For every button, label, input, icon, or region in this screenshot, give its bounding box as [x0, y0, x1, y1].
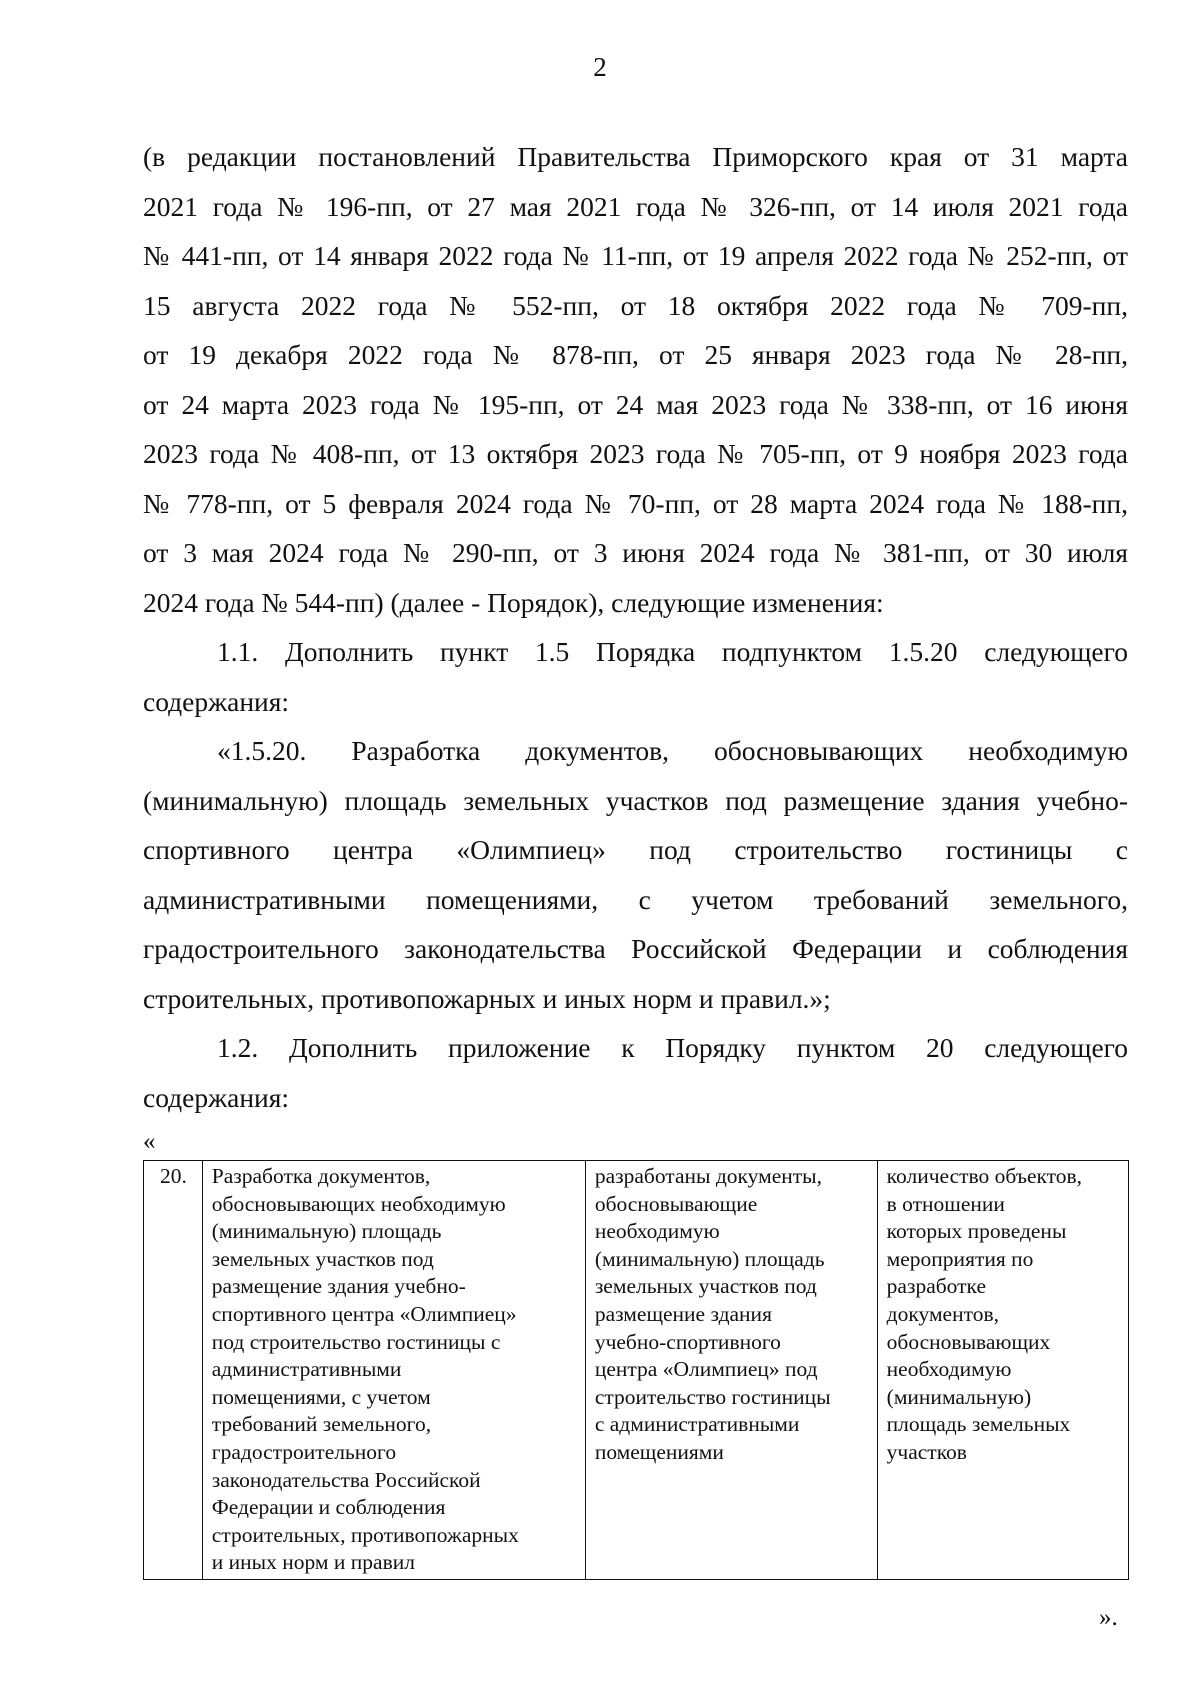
paragraph-3-line: (минимальную) площадь земельных участков под размещение здания учебно- [143, 784, 1128, 816]
closing-quote-mark: ». [1099, 1604, 1118, 1631]
paragraph-3-line: «1.5.20. Разработка документов, обосновывающих необходимую [217, 735, 1128, 766]
paragraph-3-line: строительных, противопожарных и иных норм и правил.»; [143, 982, 831, 1014]
paragraph-1-line: 2021 года № 196-пп, от 27 мая 2021 года № 326-пп, от 14 июля 2021 года [143, 190, 1128, 222]
table-cell-indicator [877, 1161, 1128, 1580]
paragraph-4-line: 1.2. Дополнить приложение к Порядку пунктом 20 следующего [217, 1032, 1128, 1063]
appendix-table [143, 1160, 1129, 1580]
paragraph-2-line: содержания: [143, 685, 290, 717]
paragraph-3-line: административными помещениями, с учетом требований земельного, [143, 883, 1128, 915]
paragraph-2-line: 1.1. Дополнить пункт 1.5 Порядка подпунктом 1.5.20 следующего [217, 636, 1128, 667]
paragraph-1-line: 2023 года № 408-пп, от 13 октября 2023 года № 705-пп, от 9 ноября 2023 года [143, 438, 1128, 469]
paragraph-1-line: 2024 года № 544-пп) (далее - Порядок), следующие изменения: [143, 586, 884, 618]
paragraph-1-line: от 3 мая 2024 года № 290-пп, от 3 июня 2024 года № 381-пп, от 30 июля [143, 537, 1128, 568]
page-number: 2 [593, 52, 607, 82]
table-cell-result [585, 1161, 877, 1580]
indicator-text: количество объектов, в отношении которых проведены мероприятия по разработке документов, обосновывающих необходимую (минимальную) площадь земельных участков [886, 1164, 1083, 1464]
paragraph-4-line: содержания: [143, 1081, 290, 1113]
paragraph-1-line: (в редакции постановлений Правительства Приморского края от 31 марта [143, 141, 1128, 172]
table-cell-activity [202, 1161, 585, 1580]
paragraph-3-line: спортивного центра «Олимпиец» под строительство гостиницы с [143, 834, 1128, 865]
paragraph-1-line: № 441-пп, от 14 января 2022 года № 11-пп, от 19 апреля 2022 года № 252-пп, от [143, 240, 1128, 271]
paragraph-1-line: от 19 декабря 2022 года № 878-пп, от 25 января 2023 года № 28-пп, [143, 339, 1128, 370]
table-row [144, 1161, 1129, 1580]
paragraph-3-line: градостроительного законодательства Российской Федерации и соблюдения [143, 933, 1128, 964]
document-body [143, 132, 1128, 1122]
table-cell-number: 20. [144, 1161, 203, 1580]
paragraph-1-line: 15 августа 2022 года № 552-пп, от 18 октября 2022 года № 709-пп, [143, 289, 1128, 321]
paragraph-1-line: № 778-пп, от 5 февраля 2024 года № 70-пп, от 28 марта 2024 года № 188-пп, [143, 487, 1128, 519]
opening-quote-mark: « [143, 1128, 156, 1155]
paragraph-1-line: от 24 марта 2023 года № 195-пп, от 24 мая 2023 года № 338-пп, от 16 июня [143, 388, 1128, 420]
activity-text: Разработка документов, обосновывающих необходимую (минимальную) площадь земельных участков под размещение здания учебно- спортивного центра «Олимпиец» под строительство гостиницы с административными помещениями, с учетом требований земельного, градостроительного законодательства Российской Федерации и соблюдения строительных, противопожарных и иных норм и правил [211, 1164, 519, 1575]
result-text: разработаны документы, обосновывающие необходимую (минимальную) площадь земельных участков под размещение здания учебно-спортивного центра «Олимпиец» под строительство гостиницы с административными помещениями [594, 1164, 831, 1464]
